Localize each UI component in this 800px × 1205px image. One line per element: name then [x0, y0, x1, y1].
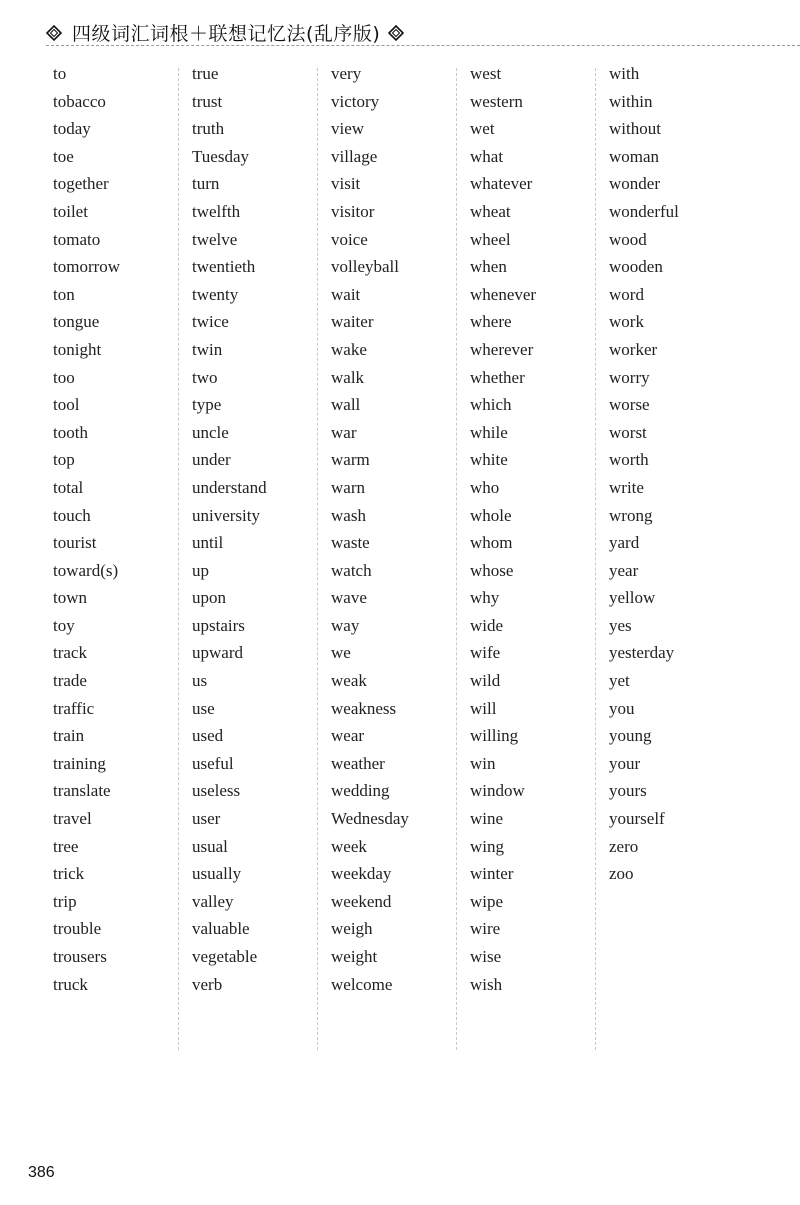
word-item: trick [53, 864, 85, 884]
column-divider [178, 68, 179, 1050]
word-item: window [470, 781, 525, 801]
word-item: yesterday [609, 643, 675, 663]
word-item: too [53, 367, 75, 387]
word-item: wipe [470, 891, 504, 911]
word-item: tree [53, 836, 79, 856]
word-item: trousers [53, 947, 107, 966]
word-item: twice [192, 312, 229, 332]
word-item: Wednesday [331, 809, 409, 829]
word-item: wet [470, 119, 495, 139]
word-item: work [609, 312, 644, 332]
word-item: within [609, 91, 653, 111]
word-item: without [609, 119, 661, 139]
word-item: with [609, 64, 640, 83]
word-item: translate [53, 781, 111, 801]
word-item: watch [331, 560, 372, 580]
word-item: worry [609, 367, 650, 387]
word-item: weak [331, 671, 367, 691]
word-item: when [470, 257, 507, 277]
word-item: understand [192, 477, 267, 497]
word-item: word [609, 284, 644, 304]
word-item: twin [192, 339, 223, 359]
word-item: way [331, 615, 360, 635]
word-item: view [331, 119, 365, 139]
word-item: trust [192, 91, 223, 111]
word-item: wedding [331, 781, 390, 801]
word-item: week [331, 836, 367, 856]
word-item: zero [609, 836, 639, 856]
word-item: use [192, 698, 215, 718]
word-item: to [53, 64, 67, 83]
word-item: waste [331, 533, 370, 553]
word-item: Tuesday [192, 146, 249, 166]
word-item: woman [609, 146, 660, 166]
word-item: trip [53, 891, 77, 911]
word-item: waiter [331, 312, 374, 332]
word-item: ton [53, 284, 75, 304]
word-item: tourist [53, 533, 97, 553]
word-item: yet [609, 671, 630, 691]
word-item: top [53, 450, 75, 470]
word-item: train [53, 726, 85, 746]
word-item: vegetable [192, 947, 258, 966]
word-item: twenty [192, 284, 239, 304]
word-item: uncle [192, 422, 229, 442]
word-item: weekend [331, 891, 392, 911]
word-item: toward(s) [53, 560, 119, 580]
word-item: west [470, 64, 502, 83]
word-column-1 [53, 60, 183, 998]
word-item: wonder [609, 174, 660, 194]
word-item: worse [609, 395, 650, 415]
word-item: victory [331, 91, 380, 111]
word-item: who [470, 477, 500, 497]
word-item: write [609, 477, 644, 497]
word-item: truck [53, 974, 88, 994]
word-item: weigh [331, 919, 373, 939]
word-item: toe [53, 146, 74, 166]
word-item: your [609, 753, 641, 773]
word-column-4 [470, 60, 600, 998]
word-item: which [470, 395, 512, 415]
word-item: yellow [609, 588, 656, 608]
word-item: university [192, 505, 260, 525]
word-item: western [470, 91, 523, 111]
word-item: whether [470, 367, 525, 387]
word-item: willing [470, 726, 519, 746]
word-item: why [470, 588, 500, 608]
word-item: two [192, 367, 218, 387]
word-item: yes [609, 615, 632, 635]
word-item: tongue [53, 312, 100, 332]
word-item: walk [331, 367, 365, 387]
word-item: while [470, 422, 508, 442]
word-item: wheat [470, 201, 511, 221]
word-item: wheel [470, 229, 511, 249]
word-item: up [192, 560, 209, 580]
word-item: weekday [331, 864, 392, 884]
word-item: tooth [53, 422, 88, 442]
word-item: twelve [192, 229, 238, 249]
word-item: usual [192, 836, 228, 856]
word-item: wake [331, 339, 367, 359]
word-item: today [53, 119, 91, 139]
header-divider [46, 45, 800, 46]
word-item: useful [192, 753, 234, 773]
word-item: wear [331, 726, 365, 746]
word-item: together [53, 174, 109, 194]
word-item: toy [53, 615, 75, 635]
word-item: volleyball [331, 257, 399, 277]
word-item: truth [192, 119, 225, 139]
word-item: tomato [53, 229, 101, 249]
word-item: village [331, 146, 378, 166]
word-item: wooden [609, 257, 663, 277]
word-item: useless [192, 781, 241, 801]
word-item: wall [331, 395, 361, 415]
word-item: trouble [53, 919, 102, 939]
word-item: until [192, 533, 224, 553]
word-item: true [192, 64, 219, 83]
word-item: wire [470, 919, 501, 939]
word-item: wave [331, 588, 367, 608]
word-item: war [331, 422, 357, 442]
word-item: training [53, 753, 106, 773]
word-item: wild [470, 671, 501, 691]
word-item: upon [192, 588, 226, 608]
word-item: valuable [192, 919, 250, 939]
word-item: yourself [609, 809, 665, 829]
word-item: tool [53, 395, 80, 415]
word-item: touch [53, 505, 91, 525]
word-item: very [331, 64, 362, 83]
word-item: win [470, 753, 496, 773]
word-item: whole [470, 505, 512, 525]
word-item: tobacco [53, 91, 106, 111]
word-item: wash [331, 505, 366, 525]
page-number: 386 [28, 1164, 55, 1181]
word-item: weakness [331, 698, 397, 718]
word-column-3 [331, 60, 461, 998]
word-item: young [609, 726, 652, 746]
word-item: twelfth [192, 201, 241, 221]
word-item: whenever [470, 284, 537, 304]
word-item: tonight [53, 339, 102, 359]
word-item: twentieth [192, 257, 256, 277]
word-item: wish [470, 974, 503, 994]
word-item: type [192, 395, 222, 415]
word-item: travel [53, 809, 92, 829]
word-item: wonderful [609, 201, 679, 221]
word-item: wine [470, 809, 504, 829]
word-item: yours [609, 781, 647, 801]
word-item: turn [192, 174, 220, 194]
word-item: zoo [609, 864, 634, 884]
word-item: winter [470, 864, 514, 884]
word-item: total [53, 477, 84, 497]
column-divider [317, 68, 318, 1050]
word-item: visitor [331, 201, 375, 221]
word-item: whom [470, 533, 513, 553]
word-item: wait [331, 284, 361, 304]
word-item: warn [331, 477, 365, 497]
word-item: wing [470, 836, 504, 856]
column-divider [595, 68, 596, 1050]
word-item: year [609, 560, 639, 580]
word-item: wide [470, 615, 504, 635]
word-column-5 [609, 60, 739, 888]
word-item: visit [331, 174, 361, 194]
word-item: town [53, 588, 87, 608]
word-item: valley [192, 891, 234, 911]
word-item: whatever [470, 174, 533, 194]
word-item: you [609, 698, 635, 718]
diamond-arrow-icon [388, 25, 404, 41]
word-item: white [470, 450, 508, 470]
word-item: worst [609, 422, 647, 442]
word-item: yard [609, 533, 640, 553]
word-item: warm [331, 450, 370, 470]
word-item: we [331, 643, 351, 663]
word-item: user [192, 809, 221, 829]
word-item: verb [192, 974, 223, 994]
word-item: under [192, 450, 231, 470]
word-item: usually [192, 864, 242, 884]
word-item: upstairs [192, 615, 245, 635]
word-item: weight [331, 947, 378, 966]
word-item: us [192, 671, 208, 691]
word-item: welcome [331, 974, 393, 994]
diamond-arrow-icon [46, 25, 62, 41]
word-item: wood [609, 229, 647, 249]
word-item: traffic [53, 698, 95, 718]
word-item: wherever [470, 339, 534, 359]
word-item: worker [609, 339, 658, 359]
page-title: 四级词汇词根＋联想记忆法(乱序版) [72, 22, 381, 45]
word-item: used [192, 726, 224, 746]
word-item: worth [609, 450, 649, 470]
word-item: upward [192, 643, 243, 663]
page-header [46, 18, 800, 46]
word-item: where [470, 312, 512, 332]
word-item: wife [470, 643, 501, 663]
word-item: voice [331, 229, 368, 249]
word-item: what [470, 146, 504, 166]
column-divider [456, 68, 457, 1050]
word-column-2 [192, 60, 322, 998]
word-item: toilet [53, 201, 88, 221]
word-item: whose [470, 560, 514, 580]
word-item: track [53, 643, 87, 663]
word-item: trade [53, 671, 87, 691]
word-item: will [470, 698, 497, 718]
word-item: wrong [609, 505, 653, 525]
word-item: wise [470, 947, 502, 966]
word-item: weather [331, 753, 385, 773]
word-item: tomorrow [53, 257, 121, 277]
